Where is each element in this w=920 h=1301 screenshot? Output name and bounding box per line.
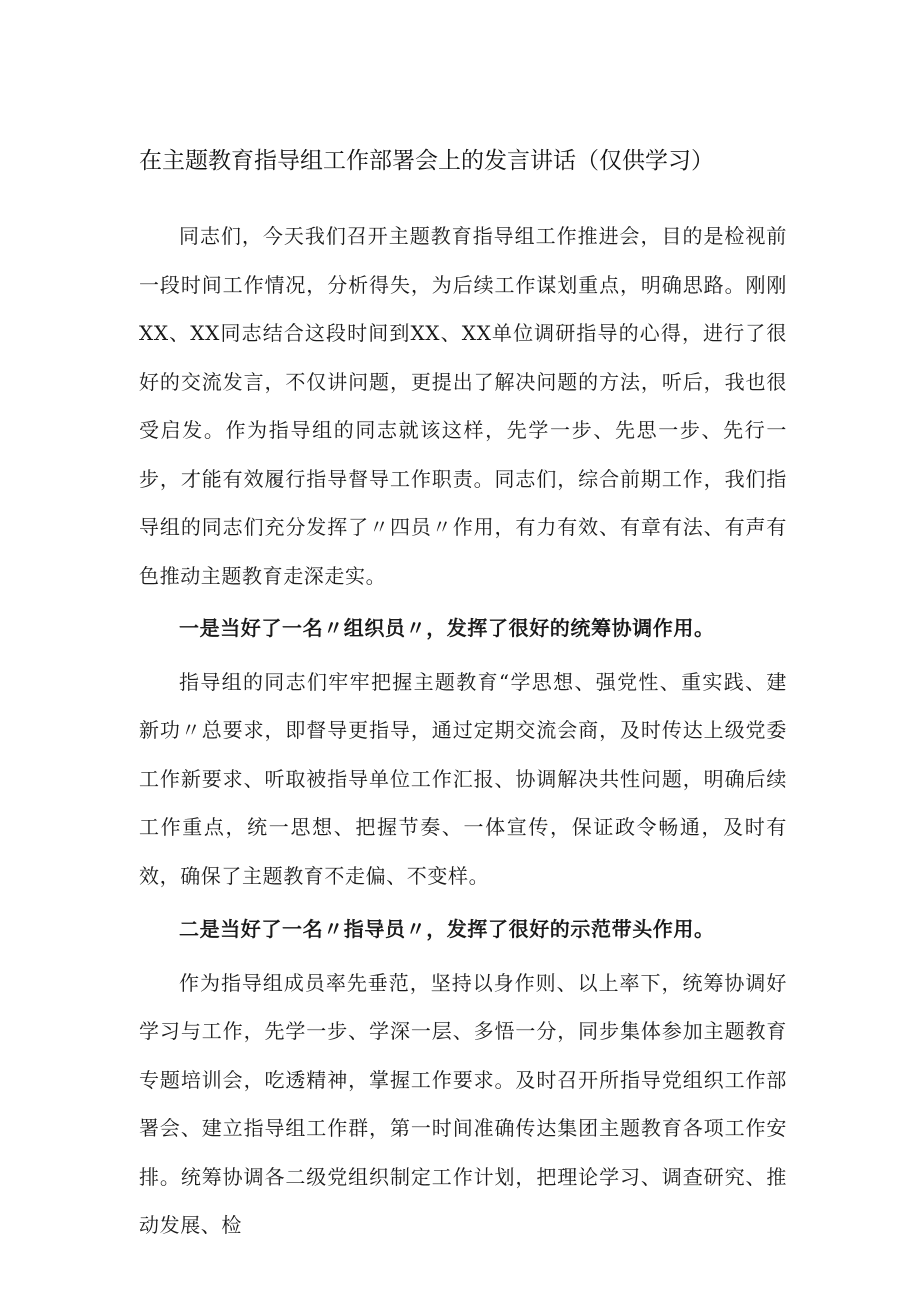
instructor-paragraph: 作为指导组成员率先垂范，坚持以身作则、以上率下，统筹协调好学习与工作，先学一步、学深一层、多悟一分，同步集体参加主题教育专题培训会，吃透精神，掌握工作要求。及时召开所指导党组织工作部署会、建立指导组工作群，第一时间准确传达集团主题教育各项工作安排。统筹协调各二级党组织制定工作计划，把理论学习、调查研究、推动发展、检 bbox=[139, 970, 787, 1237]
document-title: 在主题教育指导组工作部署会上的发言讲话（仅供学习） bbox=[139, 148, 714, 174]
organizer-paragraph: 指导组的同志们牢牢把握主题教育“学思想、强党性、重实践、建新功〃总要求，即督导更指导，通过定期交流会商，及时传达上级党委工作新要求、听取被指导单位工作汇报、协调解决共性问题，明确后续工作重点，统一思想、把握节奏、一体宣传，保证政令畅通，及时有效，确保了主题教育不走偏、不变样。 bbox=[139, 669, 787, 888]
document-body bbox=[139, 212, 787, 1250]
intro-paragraph: 同志们，今天我们召开主题教育指导组工作推进会，目的是检视前一段时间工作情况，分析得失，为后续工作谋划重点，明确思路。刚刚XX、XX同志结合这段时间到XX、XX单位调研指导的心得，进行了很好的交流发言，不仅讲问题，更提出了解决问题的方法，听后，我也很受启发。作为指导组的同志就该这样，先学一步、先思一步、先行一步，才能有效履行指导督导工作职责。同志们，综合前期工作，我们指导组的同志们充分发挥了〃四员〃作用，有力有效、有章有法、有声有色推动主题教育走深走实。 bbox=[139, 224, 787, 588]
section-heading-organizer: 一是当好了一名〃组织员〃，发挥了很好的统筹协调作用。 bbox=[179, 616, 715, 640]
section-heading-instructor: 二是当好了一名〃指导员〃，发挥了很好的示范带头作用。 bbox=[179, 917, 715, 941]
